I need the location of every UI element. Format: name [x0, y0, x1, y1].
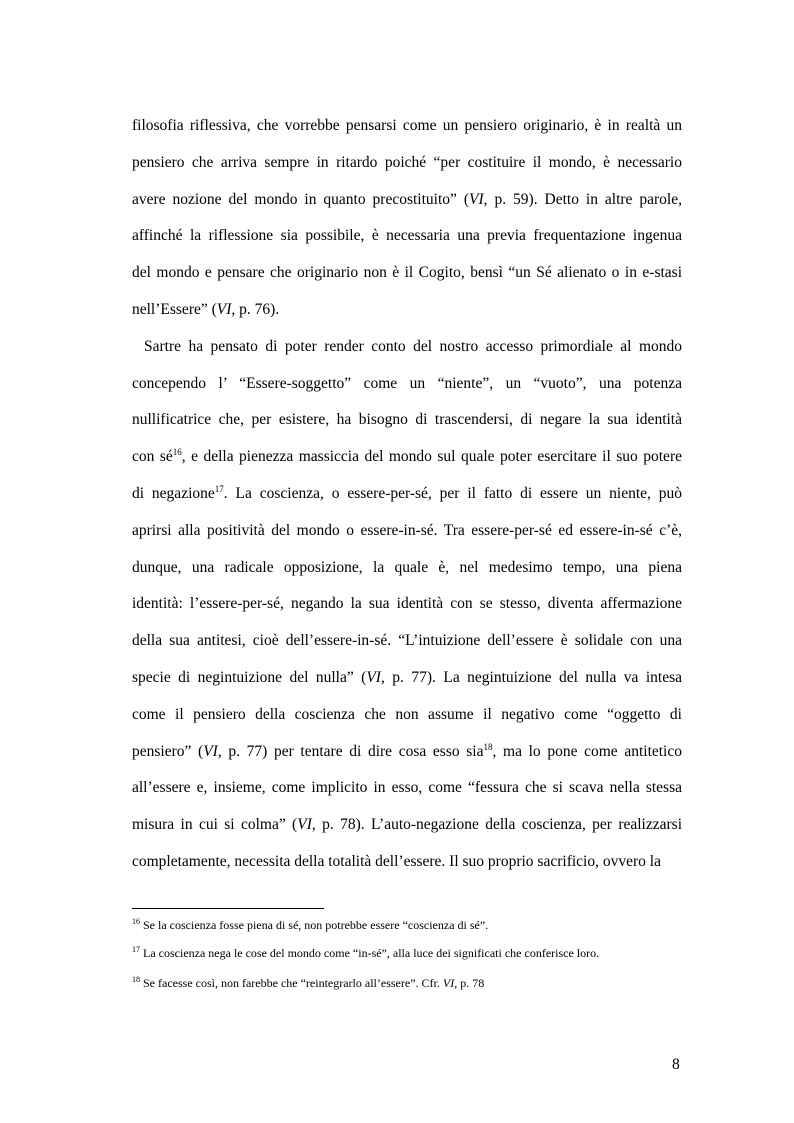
text-line — [132, 660, 682, 697]
text-run: pensiero” ( — [132, 742, 204, 760]
text-run: nell’Essere” ( — [132, 300, 217, 318]
text-run: Se la coscienza fosse piena di sé, non potrebbe essere “coscienza di sé”. — [140, 918, 489, 932]
page-number: 8 — [672, 1056, 680, 1073]
italic-citation: VI — [469, 190, 484, 208]
text-run: , p. 77). La negintuizione del nulla va intesa — [380, 668, 682, 686]
text-line — [132, 182, 682, 219]
footnote — [132, 918, 488, 933]
text-line — [132, 734, 682, 771]
text-run: , ma lo pone come antitetico — [492, 742, 682, 760]
text-run: dunque, una radicale opposizione, la quale è, nel medesimo tempo, una piena — [132, 558, 682, 576]
text-run: affinché la riflessione sia possibile, è necessaria una previa frequentazione ingenua — [132, 227, 682, 245]
text-line — [132, 292, 682, 329]
italic-citation: VI — [216, 300, 232, 318]
footnote-ref: 18 — [483, 741, 493, 752]
text-run: avere nozione del mondo in quanto precostituito” ( — [132, 190, 469, 208]
text-run: completamente, necessita della totalità dell’essere. Il suo proprio sacrificio, ovvero la — [132, 852, 661, 870]
italic-citation: VI — [203, 742, 218, 760]
footnote-ref: 16 — [132, 917, 140, 926]
text-line — [132, 550, 682, 587]
text-line — [132, 439, 682, 476]
footnote — [132, 946, 599, 961]
text-run: . La coscienza, o essere-per-sé, per il fatto di essere un niente, può — [223, 484, 683, 502]
italic-citation: VI — [442, 976, 455, 990]
text-line — [132, 402, 682, 439]
text-run: come il pensiero della coscienza che non assume il negativo come “oggetto di — [132, 705, 682, 723]
text-run: specie di negintuizione del nulla” ( — [132, 668, 367, 686]
text-run: filosofia riflessiva, che vorrebbe pensarsi come un pensiero originario, è in realtà un — [132, 117, 682, 134]
text-run: La coscienza nega le cose del mondo come “in-sé”, alla luce dei significati che conferisce loro. — [140, 946, 600, 960]
text-line — [132, 770, 682, 807]
text-line — [132, 329, 682, 366]
text-run: Sartre ha pensato di poter render conto del nostro accesso primordiale al mondo — [144, 337, 682, 355]
text-line — [132, 623, 682, 660]
text-run: , e della pienezza massiccia del mondo sul quale poter esercitare il suo potere — [181, 448, 682, 466]
footnote-ref: 17 — [214, 483, 224, 494]
text-run: , p. 59). Detto in altre parole, — [483, 190, 682, 208]
text-run: di negazione — [132, 484, 215, 502]
body-text — [132, 108, 682, 881]
italic-citation: VI — [297, 816, 312, 834]
text-line — [132, 108, 682, 145]
text-run: concependo l’ “Essere-soggetto” come un “niente”, un “vuoto”, una potenza — [132, 374, 682, 392]
text-run: misura in cui si colma” ( — [132, 816, 298, 834]
footnote-ref: 16 — [172, 447, 182, 458]
text-line — [132, 476, 682, 513]
text-run: aprirsi alla positività del mondo o essere-in-sé. Tra essere-per-sé ed essere-in-sé c’è, — [132, 521, 682, 539]
text-run: con sé — [132, 448, 173, 466]
text-line — [132, 255, 682, 292]
text-run: identità: l’essere-per-sé, negando la sua identità con se stesso, diventa affermazione — [132, 595, 682, 613]
text-run: , p. 76). — [231, 300, 280, 318]
text-line — [132, 145, 682, 182]
text-line — [132, 844, 682, 881]
text-line — [132, 586, 682, 623]
footnote-ref: 17 — [132, 945, 140, 954]
footnote-separator — [132, 908, 324, 909]
text-run: pensiero che arriva sempre in ritardo poiché “per costituire il mondo, è necessario — [132, 153, 682, 171]
text-run: nullificatrice che, per esistere, ha bisogno di trascendersi, di negare la sua identità — [132, 411, 682, 429]
text-line — [132, 697, 682, 734]
text-line — [132, 807, 682, 844]
text-run: , p. 78). L’auto-negazione della coscienza, per realizzarsi — [311, 816, 682, 834]
text-run: all’essere e, insieme, come implicito in esso, come “fessura che si scava nella stessa — [132, 779, 682, 797]
text-line — [132, 218, 682, 255]
text-run: , p. 77) per tentare di dire cosa esso sia — [217, 742, 484, 760]
footnote-ref: 18 — [132, 975, 140, 984]
text-run: della sua antitesi, cioè dell’essere-in-sé. “L’intuizione dell’essere è solidale con una — [132, 632, 682, 650]
text-line — [132, 513, 682, 550]
italic-citation: VI — [366, 668, 381, 686]
text-run: Se facesse così, non farebbe che “reintegrarlo all’essere”. Cfr. — [140, 976, 443, 990]
text-line — [132, 366, 682, 403]
text-run: , p. 78 — [454, 976, 485, 990]
footnote — [132, 976, 484, 991]
text-run: del mondo e pensare che originario non è il Cogito, bensì “un Sé alienato o in e-stasi — [132, 264, 682, 282]
